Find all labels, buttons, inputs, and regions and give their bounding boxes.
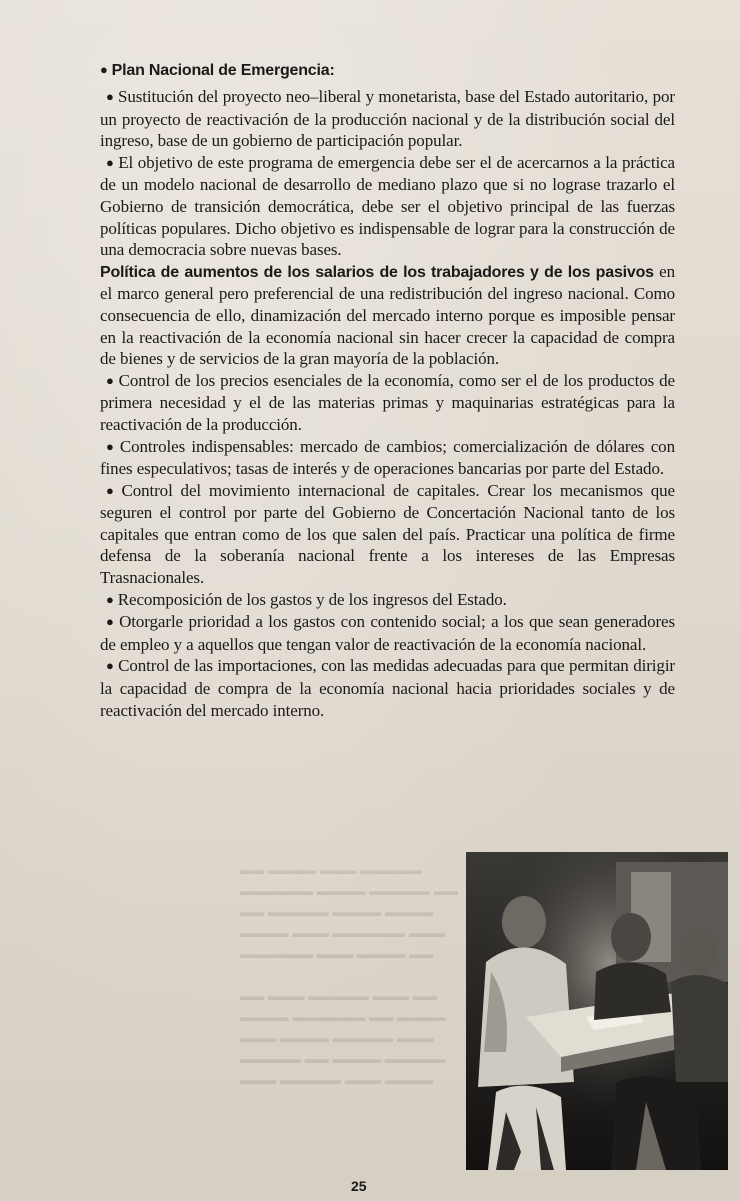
section-title: Plan Nacional de Emergencia: (111, 62, 335, 79)
bullet-icon: ● (106, 372, 115, 388)
paragraph-state-spending: ● Recomposición de los gastos y de los ingresos del Estado. (106, 589, 507, 609)
bleed-through-texture: ▬▬ ▬▬▬▬ ▬▬▬ ▬▬▬▬▬ ▬▬▬▬▬▬ ▬▬▬▬ ▬▬▬▬▬ ▬▬ ▬▬ ▬▬▬▬▬ ▬▬▬▬ ▬▬▬▬ ▬▬▬▬ ▬▬▬ ▬▬▬▬▬▬ ▬▬▬ ▬▬▬▬▬▬ ▬▬▬ ▬▬▬▬ ▬▬ ▬▬ ▬▬▬ ▬▬▬▬▬ ▬▬▬ ▬▬ ▬▬▬▬ ▬▬▬▬▬▬ ▬▬ ▬▬▬▬ ▬▬▬ ▬▬▬▬ ▬▬▬▬▬ ▬▬▬ ▬▬▬▬▬ ▬▬ ▬▬▬▬ ▬▬▬▬▬ ▬▬▬ ▬▬▬▬▬ ▬▬▬ ▬▬▬▬ (240, 863, 459, 1087)
salary-policy-lead: Política de aumentos de los salarios de los trabajadores y de los pasivos (100, 263, 654, 281)
paragraph-capital-control: ● Control del movimiento internacional de capitales. Crear los mecanismos que seguren el control por parte del Gobierno de Concertación Nacional tanto de los capitales que entran como de los que salen del país. Practicar una política de firme defensa de la soberanía nacional frente a los intereses de las Empresas Trasnacionales. (100, 480, 675, 588)
paragraph-salary-policy: Política de aumentos de los salarios de los trabajadores y de los pasivos en el marco general pero preferencial de una redistribución del ingreso nacional. Como consecuencia de ello, dinamización del mercado interno porque es imposible pensar en la reactivación de la economía nacional sin hacer crecer la capacidad de compra de bienes y de servicios de la gran mayoría de la población. (100, 261, 675, 369)
bullet-icon: ● (106, 154, 115, 170)
bullet-icon: ● (106, 89, 115, 104)
paragraph-social-priority: ● Otorgarle prioridad a los gastos con contenido social; a los que sean generadores de empleo y a aquellos que tengan valor de reactivación de la economía nacional. (100, 612, 675, 654)
paragraph-emergency-objective: ● El objetivo de este programa de emergencia debe ser el de acercarnos a la práctica de un modelo nacional de desarrollo de mediano plazo que si no lograse trazarlo el Gobierno de transición democrática, debe ser el objetivo principal de las fuerzas políticas populares. Dicho objetivo es indispensable de lograr para la construcción de una democracia sobre nuevas bases. (100, 152, 675, 260)
photo-people-at-table (466, 852, 728, 1170)
paragraph-neoliberal-replacement: ● Sustitución del proyecto neo–liberal y monetarista, base del Estado autoritario, por un proyecto de reactivación de la producción nacional y de la distribución social del ingreso, base de un gobierno de participación popular. (100, 87, 675, 151)
section-heading (100, 60, 675, 82)
bullet-icon: ● (106, 614, 116, 630)
paragraph-price-control: ● Control de los precios esenciales de la economía, como ser el de los productos de primera necesidad y el de las materias primas y maquinarias estratégicas para la reactivación de la producción. (100, 370, 675, 434)
page-number: 25 (351, 1178, 367, 1194)
bullet-icon: ● (106, 591, 114, 607)
paragraph-import-control: ● Control de las importaciones, con las medidas adecuadas para que permitan dirigir la capacidad de compra de la economía nacional hacia prioridades sociales y de reactivación del mercado interno. (100, 656, 675, 720)
main-text-column (100, 60, 675, 721)
paragraph-essential-controls: ● Controles indispensables: mercado de cambios; comercialización de dólares con fines especulativos; tasas de interés y de operaciones bancarias por parte del Estado. (100, 436, 675, 479)
bullet-icon: ● (106, 482, 118, 498)
bullet-icon: ● (106, 658, 115, 674)
photo-illustration (466, 852, 728, 1170)
bullet-icon: ● (106, 438, 116, 454)
bullet-icon: ● (100, 62, 108, 77)
